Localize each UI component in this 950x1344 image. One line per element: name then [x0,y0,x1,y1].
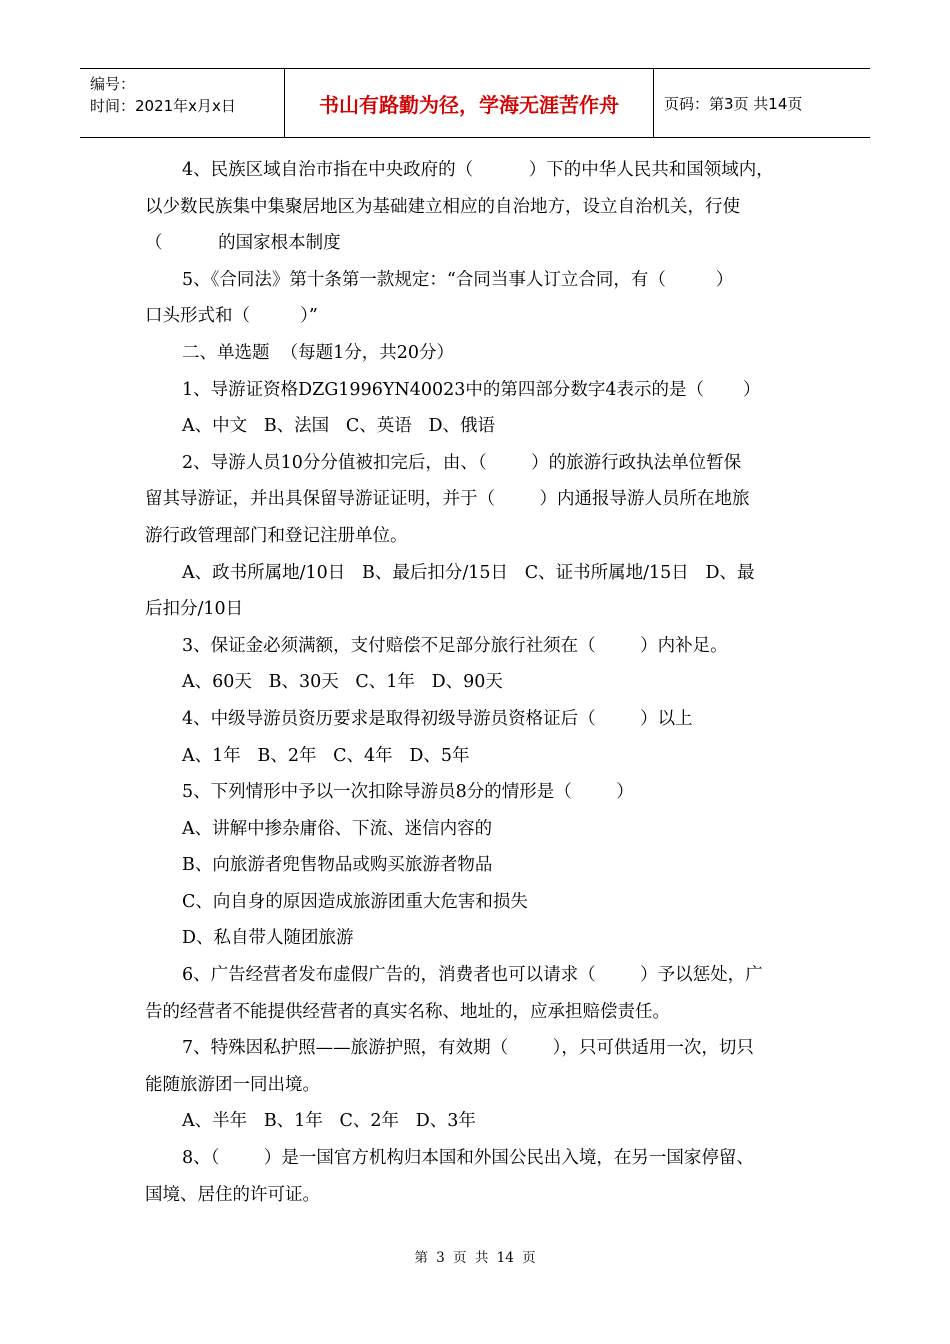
text-line: A、1年 B、2年 C、4年 D、5年 [182,745,470,766]
text-line: 能随旅游团一同出境。 [145,1074,320,1095]
text-line: 国境、居住的许可证。 [145,1184,320,1205]
text-line: A、政书所属地/10日 B、最后扣分/15日 C、证书所属地/15日 D、最 [182,562,755,583]
text-line: B、向旅游者兜售物品或购买旅游者物品 [182,855,493,876]
document-id-label: 编号： [90,75,136,93]
text-line: 以少数民族集中集聚居地区为基础建立相应的自治地方，设立自治机关，行使 [145,196,740,217]
text-line: 5、下列情形中予以一次扣除导游员8分的情形是（ ） [182,782,634,803]
header-page-number: 页码：第3页 共14页 [664,94,803,113]
text-line: A、中文 B、法国 C、英语 D、俄语 [182,416,495,437]
text-line: （ 的国家根本制度 [145,233,341,254]
page-footer: 第 3 页 共 14 页 [414,1250,536,1266]
text-line: D、私自带人随团旅游 [182,928,354,949]
text-line: C、向自身的原因造成旅游团重大危害和损失 [182,891,528,912]
text-line: 留其导游证，并出具保留导游证证明，并于（ ）内通报导游人员所在地旅 [145,489,750,510]
text-line: 4、中级导游员资历要求是取得初级导游员资格证后（ ）以上 [182,708,693,729]
header-motto: 书山有路勤为径，学海无涯苦作舟 [284,69,654,137]
text-line: 8、（ ）是一国官方机构归本国和外国公民出入境，在另一国家停留、 [182,1148,754,1169]
text-line: 5、《合同法》第十条第一款规定：“合同当事人订立合同，有（ ） [182,269,734,290]
text-line: 2、导游人员10分分值被扣完后，由、（ ）的旅游行政执法单位暂保 [182,452,742,473]
text-line: 1、导游证资格DZG1996YN40023中的第四部分数字4表示的是（ ） [182,379,761,400]
text-line: 二、单选题 （每题1分，共20分） [182,342,455,363]
text-line: 后扣分/10日 [145,599,244,620]
text-line: 7、特殊因私护照——旅游护照，有效期（ ），只可供适用一次，切只 [182,1038,754,1059]
text-line: A、讲解中掺杂庸俗、下流、迷信内容的 [182,818,493,839]
text-line: A、60天 B、30天 C、1年 D、90天 [182,672,503,693]
text-line: 4、民族区域自治市指在中央政府的（ ）下的中华人民共和国领域内， [182,160,774,180]
text-line: 告的经营者不能提供经营者的真实名称、地址的，应承担赔偿责任。 [145,1001,670,1022]
text-line: 6、广告经营者发布虚假广告的，消费者也可以请求（ ）予以惩处，广 [182,965,763,986]
header-meta [80,69,284,137]
text-line: 游行政管理部门和登记注册单位。 [145,525,408,546]
document-time-label: 时间：2021年x月x日 [90,97,236,115]
text-line: 3、保证金必须满额，支付赔偿不足部分旅行社须在（ ）内补足。 [182,635,728,656]
text-line: A、半年 B、1年 C、2年 D、3年 [182,1111,476,1132]
page-header [80,68,870,138]
text-line: 口头形式和（ ）” [145,306,318,327]
document-body [145,152,815,1213]
